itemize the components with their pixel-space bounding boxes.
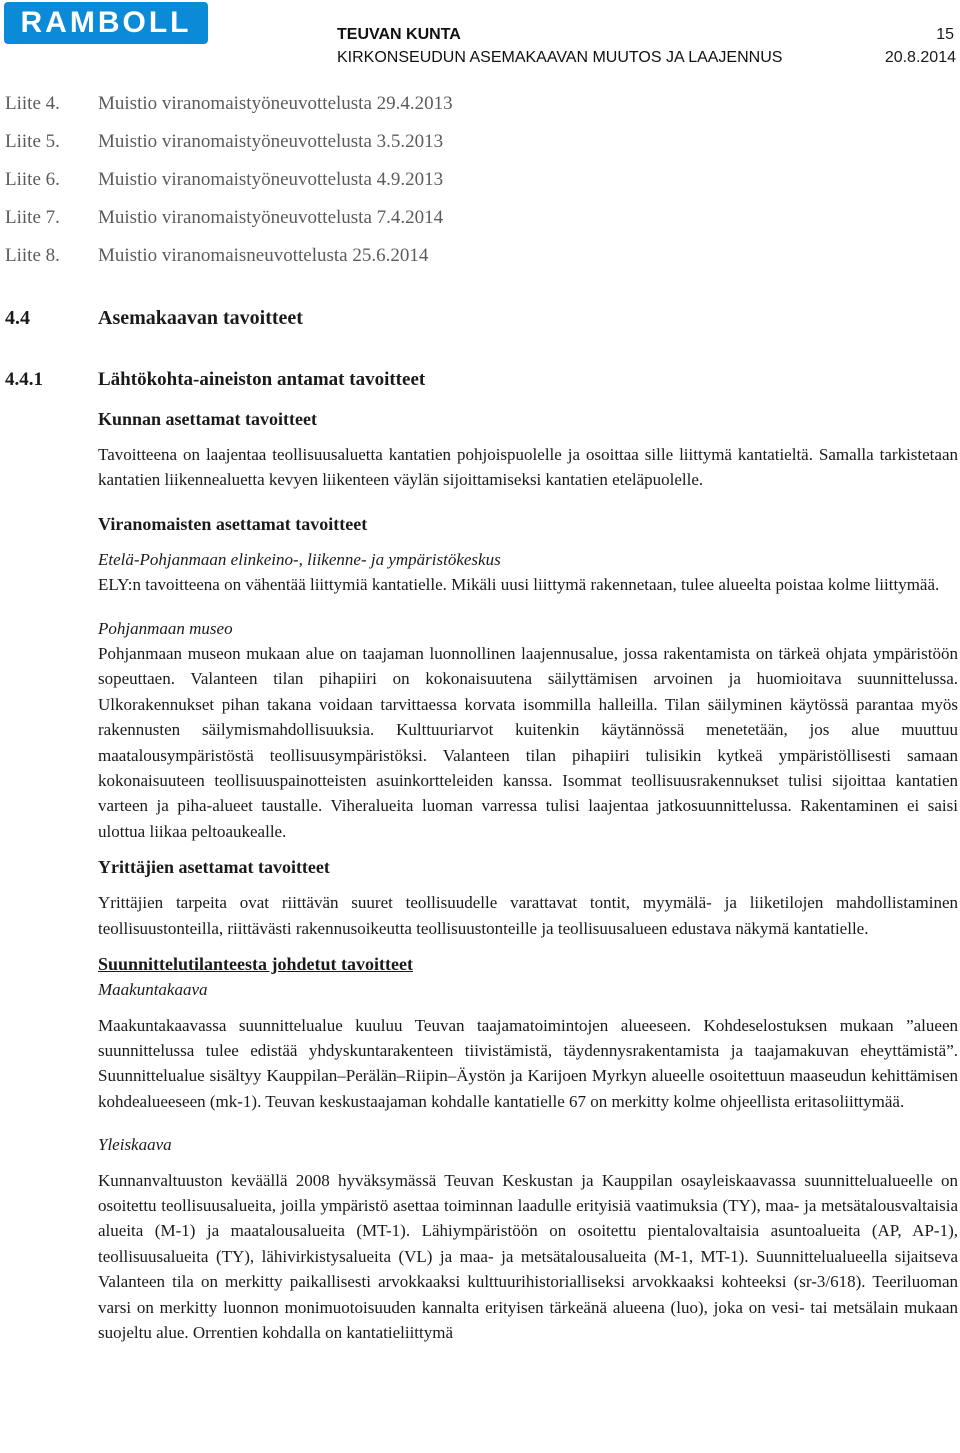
subsection-title: Lähtökohta-aineiston antamat tavoitteet: [98, 369, 426, 390]
subsection-heading: [5, 369, 425, 391]
appendix-item: [5, 243, 453, 281]
appendix-list: [5, 91, 453, 281]
appendix-item: [5, 205, 453, 243]
header-title: TEUVAN KUNTA: [337, 26, 461, 43]
subsection-number: 4.4.1: [5, 369, 43, 390]
museo-heading: Pohjanmaan museo: [98, 618, 233, 638]
appendix-text: Muistio viranomaistyöneuvottelusta 3.5.2013: [98, 131, 444, 152]
page-number: 15: [936, 26, 954, 43]
maakunta-paragraph: Maakuntakaavassa suunnittelualue kuuluu Teuvan taajamatoimintojen alueeseen. Kohdeselostuksen mukaan ”alueen suunnittelussa tulee edistää yhdyskuntarakenteen tiivistämistä, täydennysrakentamista ja taajamakuvan eheyttämistä”. Suunnittelualue sisältyy Kauppilan–Perälän–Riipin–Äystön ja Karijoen Myrkyn alueelle osoitettuun maaseudun kehittämisen kohdealueeseen (mk-1). Teuvan keskustaajaman kohdalle kantatielle 67 on merkitty kolme ohjeellista eritasoliittymää.: [98, 1015, 958, 1111]
section-title: Asemakaavan tavoitteet: [98, 307, 303, 329]
appendix-text: Muistio viranomaistyöneuvottelusta 29.4.2013: [98, 93, 453, 114]
yrittajat-paragraph: Yrittäjien tarpeita ovat riittävän suuret teollisuudelle varattavat tontit, myymälä- ja liiketilojen mahdollistaminen teollisuustonteilla, riittävästi rakennusoikeutta teollisuustonteille ja teollisuusalueen edustava näkymä kantatielle.: [98, 893, 958, 938]
ely-paragraph: ELY:n tavoitteena on vähentää liittymiä kantatielle. Mikäli uusi liittymä rakennetaan, tulee alueelta poistaa kolme liittymää.: [98, 575, 940, 595]
appendix-number: Liite 6.: [5, 169, 60, 190]
kunta-paragraph: Tavoitteena on laajentaa teollisuusaluetta kantatien pohjoispuolelle ja osoittaa sille liittymä kantatieltä. Samalla tarkistetaan kantatien liikennealuetta kevyen liikenteen väylän sijoittamiseksi kantatien eteläpuolelle.: [98, 445, 958, 490]
ely-heading: Etelä-Pohjanmaan elinkeino-, liikenne- ja ympäristökeskus: [98, 549, 501, 569]
header-subtitle: KIRKONSEUDUN ASEMAKAAVAN MUUTOS JA LAAJENNUS: [337, 49, 783, 66]
section-heading: [5, 307, 303, 330]
document-body: [98, 406, 958, 1345]
appendix-number: Liite 7.: [5, 207, 60, 228]
ramboll-logo: RAMBOLL: [4, 2, 208, 44]
page-header: [0, 0, 960, 80]
museo-paragraph: Pohjanmaan museon mukaan alue on taajaman luonnollinen laajennusalue, jossa rakentamista on tärkeä ohjata ympäristöön sopeuttaen. Valanteen tilan pihapiiri on kokonaisuutena säilyttämisen arvoinen ja huomioitava suunnittelussa. Ulkorakennukset pihan takana voidaan tarvittaessa korvata isommilla halleilla. Tilan säilyminen käytössä parantaa myös rakennusten säilymismahdollisuuksia. Kulttuuriarvot kuitenkin käytännössä menetetään, jos alue muuttuu maatalousympäristöstä teollisuusympäristöksi. Valanteen tilan pihapiiri tulisikin kytkeä ympäristöllisesti samaan kokonaisuuteen teollisuuspainotteisten asuinkortteleiden kanssa. Isommat teollisuusrakennukset tulisi sijoittaa kantatien varteen ja piha-alueet taustalle. Viheralueita luoman varressa tulisi laajentaa jatkosuunnittelussa. Rakentaminen ei saisi ulottua liikaa peltoaukealle.: [98, 644, 958, 841]
section-number: 4.4: [5, 307, 30, 329]
appendix-text: Muistio viranomaisneuvottelusta 25.6.2014: [98, 245, 429, 266]
appendix-number: Liite 8.: [5, 245, 60, 266]
appendix-text: Muistio viranomaistyöneuvottelusta 4.9.2013: [98, 169, 444, 190]
maakunta-heading: Maakuntakaava: [98, 980, 208, 1000]
yleiskaava-heading: Yleiskaava: [98, 1135, 172, 1155]
viranomaiset-heading: Viranomaisten asettamat tavoitteet: [98, 513, 368, 534]
appendix-item: [5, 129, 453, 167]
appendix-text: Muistio viranomaistyöneuvottelusta 7.4.2014: [98, 207, 444, 228]
appendix-item: [5, 91, 453, 129]
appendix-item: [5, 167, 453, 205]
kunta-heading: Kunnan asettamat tavoitteet: [98, 409, 317, 429]
suunnittelu-heading: Suunnittelutilanteesta johdetut tavoitteet: [98, 954, 413, 975]
appendix-number: Liite 5.: [5, 131, 60, 152]
appendix-number: Liite 4.: [5, 93, 60, 114]
header-date: 20.8.2014: [884, 49, 956, 66]
yrittajat-heading: Yrittäjien asettamat tavoitteet: [98, 857, 330, 878]
yleiskaava-paragraph: Kunnanvaltuuston keväällä 2008 hyväksymässä Teuvan Keskustan ja Kauppilan osayleiskaavassa suunnittelualueelle on osoitettu teollisuusalueita, joilla ympäristö asettaa toiminnan laadulle erityisiä vaatimuksia (TY), maa- ja metsätalousvaltaisia alueita (M-1) ja maatalousalueita (MT-1). Lähiympäristöön on osoitettu pientalovaltaisia asuntoalueita (AP, AP-1), teollisuusalueita (TY), lähivirkistysalueita (VL) ja maa- ja metsätalousalueita (M-1, MT-1). Suunnittelualueella sijaitseva Valanteen tila on merkitty paikallisesti arvokkaaksi kulttuurihistorialliseksi arvokkaaksi kohteeksi (sr-3/618). Teeriluoman varsi on merkitty luonnon monimuotoisuuden kannalta erityisen tärkeänä alueena (luo), joka on vesi- tai metsälain mukaan suojeltu alue. Orrentien kohdalla on kantatieliittymä: [98, 1170, 958, 1342]
